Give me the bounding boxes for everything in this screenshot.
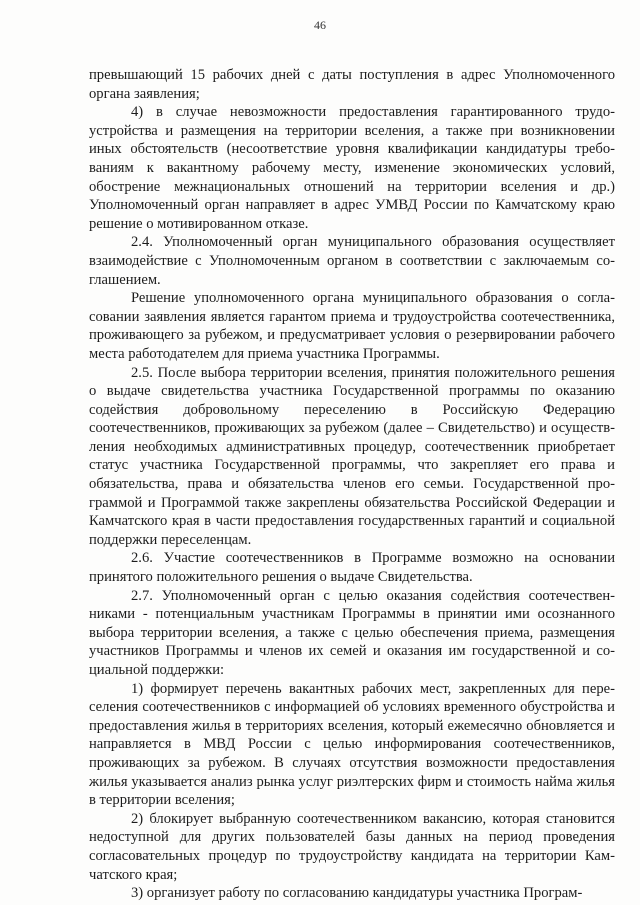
document-body (89, 66, 615, 903)
paragraph-2-5: 2.5. После выбора территории вселения, принятия положительного решения о выдаче свидетельства участника Государственной программы по оказанию содействия добровольному переселению в Российскую Федерацию соотечественников, проживающих за рубежом (далее – Свидетельство) и осуществления необходимых административных процедур, соотечественник приобретает статус участника Государственной программы, что закрепляет его права и обязательства, права и обязательства членов его семьи. Государственной программой и Программой также закреплены обязательства Российской Федерации и Камчатского края в части предоставления государственных гарантий и социальной поддержки переселенцам. (89, 364, 615, 548)
paragraph-item-2: 2) блокирует выбранную соотечественником вакансию, которая становится недоступной для других пользователей базы данных на период проведения согласовательных процедур по трудоустройству кандидата на территории Камчатского края; (89, 810, 615, 883)
paragraph-2-4: 2.4. Уполномоченный орган муниципального образования осуществляет взаимодействие с Уполномоченным органом в соответствии с заключаемым соглашением. (89, 234, 615, 288)
paragraph-2-7: 2.7. Уполномоченный орган с целью оказания содействия соотечественниками - потенциальным участникам Программы в принятии ими осознанного выбора территории вселения, а также с целью обеспечения приема, размещения участников Программы и членов их семей и оказания им государственной и социальной поддержки: (89, 587, 615, 678)
paragraph-item-1: 1) формирует перечень вакантных рабочих мест, закрепленных для переселения соотечественников с информацией об условиях временного обустройства и предоставления жилья в территориях вселения, который ежемесячно обновляется и направляется в МВД России с целью информирования соотечественников, проживающих за рубежом. В случаях отсутствия возможности предоставления жилья указывается анализ рынка услуг риэлтерских фирм и стоимость найма жилья в территории вселения; (89, 680, 615, 809)
paragraph-2-6: 2.6. Участие соотечественников в Программе возможно на основании принятого положительного решения о выдаче Свидетельства. (89, 550, 615, 586)
paragraph-decision: Решение уполномоченного органа муниципального образования о согласовании заявления является гарантом приема и трудоустройства соотечественника, проживающего за рубежом, и предусматривает условия о резервировании рабочего места работодателем для приема участника Программы. (89, 290, 615, 362)
paragraph-item-3: 3) организует работу по согласованию кандидатуры участника Програм- (131, 885, 583, 902)
paragraph-item-4: 4) в случае невозможности предоставления гарантированного трудоустройства и размещения на территории вселения, а также при возникновении иных обстоятельств (несоответствие уровня квалификации кандидатуры требованиям к вакантному рабочему месту, изменение экономических условий, обострение межнациональных отношений на территории вселения и др.) Уполномоченный орган направляет в адрес УМВД России по Камчатскому краю решение о мотивированном отказе. (89, 104, 615, 232)
paragraph-continuation: превышающий 15 рабочих дней с даты поступления в адрес Уполномоченного органа заявления; (89, 67, 615, 102)
page-number: 46 (314, 18, 326, 32)
